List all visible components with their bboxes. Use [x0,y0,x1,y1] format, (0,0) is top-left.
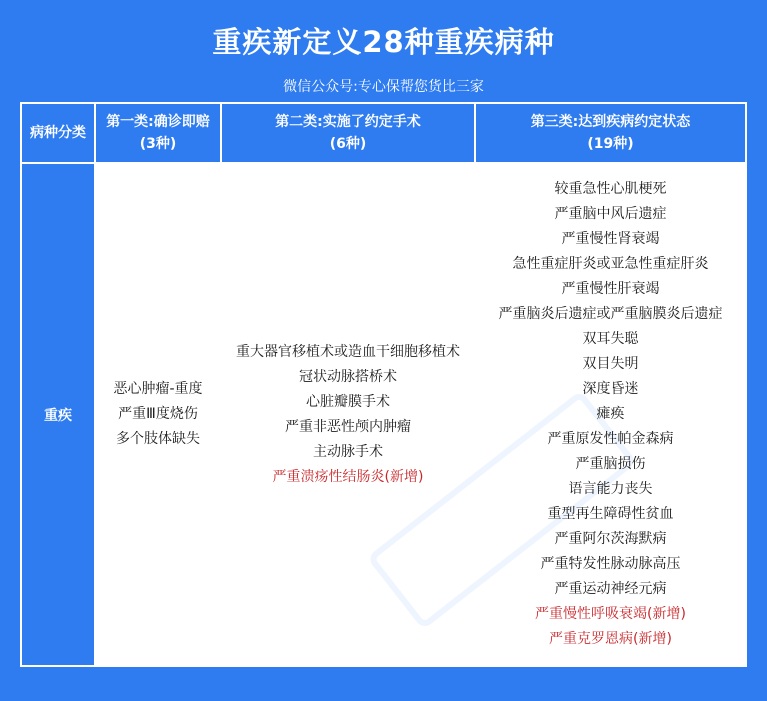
disease-item: 瘫痪 [596,406,625,422]
disease-item: 多个肢体缺失 [116,431,200,447]
header-col1-count: (3种) [139,136,177,152]
disease-item: 双耳失聪 [582,331,639,347]
disease-item: 冠状动脉搭桥术 [299,368,397,385]
disease-item: 恶心肿瘤-重度 [113,381,203,397]
disease-item: 严重慢性肝衰竭 [561,281,660,297]
disease-item: 严重脑中风后遗症 [554,206,667,222]
disease-table [20,102,747,667]
disease-item: 深度昏迷 [582,381,639,397]
disease-item: 主动脉手术 [313,443,383,460]
disease-item-new: 严重慢性呼吸衰竭(新增) [535,606,686,622]
disease-item: 严重Ⅲ度烧伤 [118,406,198,422]
column-divider [220,104,222,162]
header-col1 [96,104,220,162]
disease-item-new: 严重克罗恩病(新增) [549,631,672,647]
page-title: 重疾新定义28种重疾病种 [212,25,555,59]
disease-item: 严重非恶性颅内肿瘤 [285,418,411,435]
category2-cell [222,164,474,665]
disease-item: 严重运动神经元病 [554,581,667,597]
header-col3-label: 第三类:达到疾病约定状态 [530,114,691,130]
disease-item: 严重原发性帕金森病 [547,431,674,447]
header-col3-count: (19种) [587,136,634,152]
disease-item: 严重脑炎后遗症或严重脑膜炎后遗症 [498,306,723,322]
header-col1-label: 第一类:确诊即赔 [106,114,210,130]
disease-item: 严重慢性肾衰竭 [561,231,660,247]
disease-item: 语言能力丧失 [568,481,653,497]
row-label: 重疾 [44,407,72,424]
disease-item: 严重阿尔茨海默病 [554,531,667,547]
disease-item: 严重特发性脉动脉高压 [540,556,681,572]
category3-cell [476,164,745,665]
disease-item-new: 严重溃疡性结肠炎(新增) [272,468,424,485]
header-category-label: 病种分类 [30,125,86,141]
header-col2 [222,104,474,162]
column-divider [474,104,476,162]
table-body [96,164,745,665]
disease-item: 心脏瓣膜手术 [306,393,390,410]
disease-item: 较重急性心肌梗死 [554,181,667,197]
disease-item: 重型再生障碍性贫血 [547,506,674,522]
disease-item: 严重脑损伤 [575,456,646,472]
header-col3 [476,104,745,162]
category1-cell [96,164,220,665]
header-col2-count: (6种) [329,136,367,152]
disease-item: 重大器官移植术或造血干细胞移植术 [236,343,460,360]
page-subtitle: 微信公众号:专心保帮您货比三家 [283,79,484,95]
disease-item: 急性重症肝炎或亚急性重症肝炎 [512,256,709,272]
header-col2-label: 第二类:实施了约定手术 [275,114,421,130]
header-category [22,104,94,162]
disease-item: 双目失明 [582,356,639,372]
